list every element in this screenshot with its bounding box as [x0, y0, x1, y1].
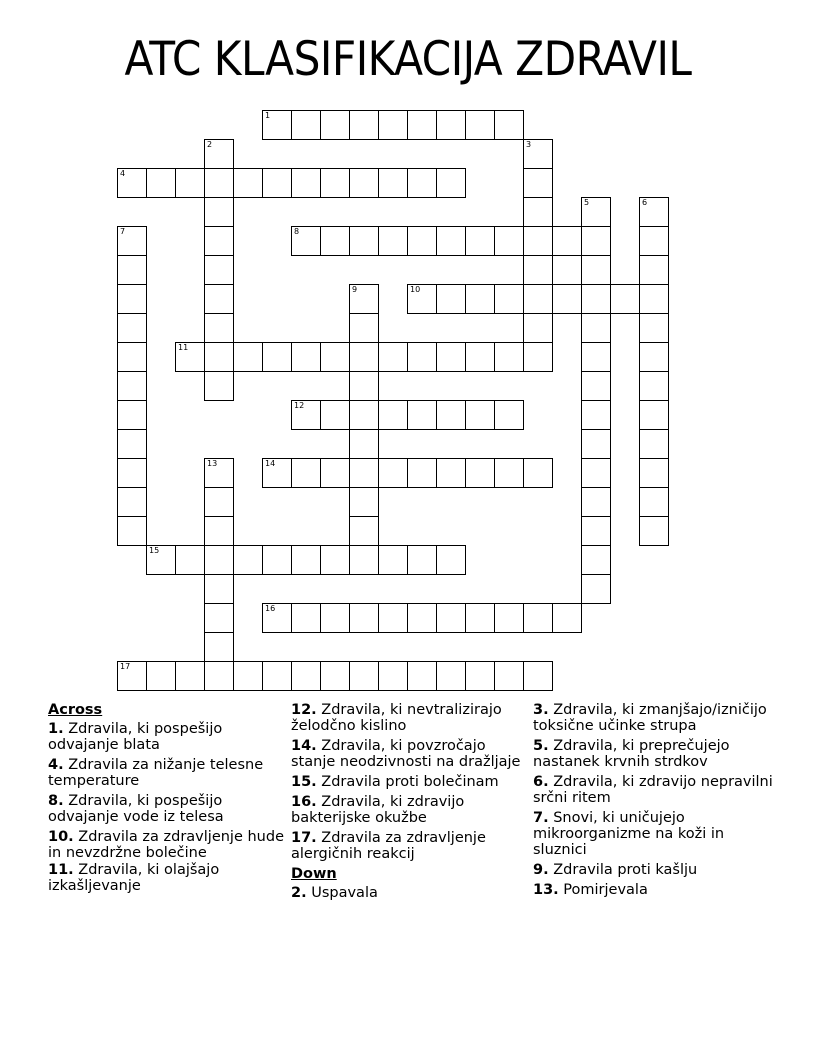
crossword-cell[interactable]: [639, 516, 669, 546]
crossword-cell[interactable]: [349, 516, 379, 546]
crossword-cell[interactable]: [378, 661, 408, 691]
cell-number: 13: [207, 459, 218, 468]
crossword-cell[interactable]: [204, 284, 234, 314]
crossword-cell[interactable]: [262, 168, 292, 198]
crossword-cell[interactable]: [378, 168, 408, 198]
crossword-cell[interactable]: [320, 603, 350, 633]
cell-number: 3: [526, 140, 532, 149]
crossword-cell[interactable]: [436, 458, 466, 488]
crossword-cell[interactable]: [407, 400, 437, 430]
across-column-2: [291, 702, 529, 905]
crossword-cell[interactable]: [378, 342, 408, 372]
cell-number: 11: [178, 343, 189, 352]
crossword-cell[interactable]: [204, 603, 234, 633]
crossword-cell[interactable]: [349, 284, 379, 314]
crossword-cell[interactable]: [494, 603, 524, 633]
crossword-cell[interactable]: [523, 284, 553, 314]
crossword-cell[interactable]: [291, 603, 321, 633]
crossword-cell[interactable]: [494, 400, 524, 430]
crossword-cell[interactable]: [436, 661, 466, 691]
crossword-cell[interactable]: [320, 400, 350, 430]
clue-down: 3. Zdravila, ki zmanjšajo/izničijo toksične učinke strupa: [533, 702, 767, 734]
crossword-cell[interactable]: [204, 342, 234, 372]
crossword-cell[interactable]: [581, 313, 611, 343]
cell-number: 14: [265, 459, 276, 468]
crossword-cell[interactable]: [494, 226, 524, 256]
crossword-cell[interactable]: [494, 458, 524, 488]
crossword-cell[interactable]: [407, 458, 437, 488]
crossword-cell[interactable]: [465, 400, 495, 430]
clue-down: 6. Zdravila, ki zdravijo nepravilni srčni ritem: [533, 774, 773, 806]
crossword-cell[interactable]: [639, 458, 669, 488]
clue-across: 11. Zdravila, ki olajšajo izkašljevanje: [48, 862, 220, 894]
crossword-cell[interactable]: [233, 168, 263, 198]
crossword-cell[interactable]: [349, 487, 379, 517]
crossword-cell[interactable]: [204, 545, 234, 575]
crossword-cell[interactable]: [407, 226, 437, 256]
clue-down: 9. Zdravila proti kašlju: [533, 862, 698, 878]
crossword-cell[interactable]: [465, 603, 495, 633]
cell-number: 16: [265, 604, 276, 613]
crossword-cell[interactable]: [465, 284, 495, 314]
crossword-cell[interactable]: [117, 255, 147, 285]
crossword-cell[interactable]: [146, 661, 176, 691]
clue-down: 7. Snovi, ki uničujejo mikroorganizme na koži in sluznici: [533, 810, 725, 858]
crossword-cell[interactable]: [639, 255, 669, 285]
crossword-cell[interactable]: [378, 110, 408, 140]
crossword-cell[interactable]: [465, 458, 495, 488]
clue-across: 15. Zdravila proti bolečinam: [291, 774, 499, 790]
crossword-cell[interactable]: [436, 342, 466, 372]
crossword-cell[interactable]: [291, 226, 321, 256]
crossword-cell[interactable]: [320, 168, 350, 198]
crossword-cell[interactable]: [291, 458, 321, 488]
crossword-cell[interactable]: [204, 458, 234, 488]
cell-number: 8: [294, 227, 300, 236]
crossword-cell[interactable]: [407, 545, 437, 575]
clue-across: 14. Zdravila, ki povzročajo stanje neodzivnosti na dražljaje: [291, 738, 521, 770]
crossword-cell[interactable]: [320, 545, 350, 575]
clue-down: 13. Pomirjevala: [533, 882, 648, 898]
crossword-cell[interactable]: [349, 226, 379, 256]
crossword-cell[interactable]: [204, 255, 234, 285]
crossword-cell[interactable]: [639, 226, 669, 256]
crossword-cell[interactable]: [465, 342, 495, 372]
clue-across: 1. Zdravila, ki pospešijo odvajanje blata: [48, 721, 223, 753]
crossword-cell[interactable]: [465, 226, 495, 256]
crossword-cell[interactable]: [117, 429, 147, 459]
crossword-cell[interactable]: [262, 110, 292, 140]
crossword-cell[interactable]: [610, 284, 640, 314]
crossword-cell[interactable]: [523, 168, 553, 198]
crossword-cell[interactable]: [146, 168, 176, 198]
crossword-cell[interactable]: [117, 168, 147, 198]
crossword-cell[interactable]: [262, 661, 292, 691]
crossword-cell[interactable]: [639, 342, 669, 372]
crossword-cell[interactable]: [523, 197, 553, 227]
cell-number: 17: [120, 662, 131, 671]
crossword-cell[interactable]: [436, 545, 466, 575]
crossword-cell[interactable]: [320, 226, 350, 256]
crossword-cell[interactable]: [204, 661, 234, 691]
crossword-cell[interactable]: [581, 284, 611, 314]
crossword-cell[interactable]: [581, 197, 611, 227]
crossword-cell[interactable]: [349, 110, 379, 140]
crossword-cell[interactable]: [581, 545, 611, 575]
crossword-cell[interactable]: [378, 226, 408, 256]
cell-number: 9: [352, 285, 358, 294]
crossword-cell[interactable]: [581, 226, 611, 256]
crossword-cell[interactable]: [581, 371, 611, 401]
crossword-cell[interactable]: [581, 400, 611, 430]
crossword-cell[interactable]: [291, 400, 321, 430]
clue-across: 16. Zdravila, ki zdravijo bakterijske okužbe: [291, 794, 465, 826]
crossword-cell[interactable]: [175, 342, 205, 372]
down-column: [533, 702, 778, 902]
crossword-cell[interactable]: [233, 661, 263, 691]
crossword-cell[interactable]: [117, 284, 147, 314]
crossword-cell[interactable]: [117, 661, 147, 691]
clue-across: 17. Zdravila za zdravljenje alergičnih reakcij: [291, 830, 486, 862]
cell-number: 6: [642, 198, 648, 207]
crossword-cell[interactable]: [146, 545, 176, 575]
crossword-cell[interactable]: [639, 429, 669, 459]
clue-down: 2. Uspavala: [291, 885, 378, 901]
crossword-cell[interactable]: [349, 342, 379, 372]
crossword-cell[interactable]: [291, 168, 321, 198]
crossword-cell[interactable]: [204, 371, 234, 401]
crossword-cell[interactable]: [349, 458, 379, 488]
clue-across: 8. Zdravila, ki pospešijo odvajanje vode iz telesa: [48, 793, 224, 825]
crossword-cell[interactable]: [378, 458, 408, 488]
crossword-cell[interactable]: [436, 110, 466, 140]
crossword-cell[interactable]: [436, 226, 466, 256]
crossword-cell[interactable]: [233, 545, 263, 575]
crossword-cell[interactable]: [204, 197, 234, 227]
crossword-cell[interactable]: [523, 139, 553, 169]
crossword-cell[interactable]: [262, 603, 292, 633]
crossword-cell[interactable]: [320, 458, 350, 488]
crossword-cell[interactable]: [581, 458, 611, 488]
cell-number: 12: [294, 401, 305, 410]
crossword-cell[interactable]: [204, 168, 234, 198]
crossword-cell[interactable]: [349, 400, 379, 430]
crossword-cell[interactable]: [117, 313, 147, 343]
clue-across: 10. Zdravila za zdravljenje hude in nevzdržne bolečine: [48, 829, 284, 861]
crossword-cell[interactable]: [465, 661, 495, 691]
crossword-cell[interactable]: [523, 313, 553, 343]
crossword-cell[interactable]: [581, 574, 611, 604]
crossword-cell[interactable]: [117, 226, 147, 256]
crossword-cell[interactable]: [262, 545, 292, 575]
clue-across: 4. Zdravila za nižanje telesne temperature: [48, 757, 264, 789]
crossword-cell[interactable]: [581, 429, 611, 459]
crossword-cell[interactable]: [204, 487, 234, 517]
crossword-cell[interactable]: [117, 516, 147, 546]
crossword-cell[interactable]: [639, 487, 669, 517]
crossword-cell[interactable]: [233, 342, 263, 372]
clue-down: 5. Zdravila, ki preprečujejo nastanek krvnih strdkov: [533, 738, 730, 770]
crossword-cell[interactable]: [639, 371, 669, 401]
crossword-cell[interactable]: [581, 516, 611, 546]
crossword-cell[interactable]: [320, 110, 350, 140]
crossword-cell[interactable]: [349, 168, 379, 198]
crossword-cell[interactable]: [204, 632, 234, 662]
crossword-cell[interactable]: [523, 226, 553, 256]
crossword-cell[interactable]: [349, 661, 379, 691]
crossword-cell[interactable]: [407, 168, 437, 198]
crossword-cell[interactable]: [581, 342, 611, 372]
crossword-cell[interactable]: [349, 603, 379, 633]
crossword-cell[interactable]: [552, 603, 582, 633]
crossword-cell[interactable]: [204, 516, 234, 546]
crossword-cell[interactable]: [581, 487, 611, 517]
crossword-cell[interactable]: [291, 661, 321, 691]
crossword-cell[interactable]: [117, 400, 147, 430]
crossword-cell[interactable]: [523, 603, 553, 633]
cell-number: 2: [207, 140, 213, 149]
crossword-cell[interactable]: [494, 284, 524, 314]
page-title: ATC KLASIFIKACIJA ZDRAVIL: [124, 32, 692, 87]
crossword-cell[interactable]: [639, 284, 669, 314]
crossword-cell[interactable]: [117, 371, 147, 401]
crossword-cell[interactable]: [639, 313, 669, 343]
crossword-cell[interactable]: [349, 313, 379, 343]
crossword-cell[interactable]: [552, 226, 582, 256]
crossword-cell[interactable]: [494, 661, 524, 691]
crossword-cell[interactable]: [407, 603, 437, 633]
crossword-cell[interactable]: [349, 429, 379, 459]
crossword-cell[interactable]: [378, 545, 408, 575]
crossword-cell[interactable]: [523, 661, 553, 691]
crossword-cell[interactable]: [436, 603, 466, 633]
clue-across: 12. Zdravila, ki nevtralizirajo želodčno kislino: [291, 702, 502, 734]
down-heading: Down: [291, 866, 337, 882]
crossword-cell[interactable]: [407, 661, 437, 691]
crossword-cell[interactable]: [320, 661, 350, 691]
crossword-cell[interactable]: [204, 226, 234, 256]
crossword-cell[interactable]: [291, 545, 321, 575]
cell-number: 7: [120, 227, 126, 236]
crossword-cell[interactable]: [378, 400, 408, 430]
crossword-cell[interactable]: [436, 400, 466, 430]
crossword-cell[interactable]: [465, 110, 495, 140]
crossword-cell[interactable]: [523, 255, 553, 285]
crossword-cell[interactable]: [291, 342, 321, 372]
crossword-cell[interactable]: [436, 284, 466, 314]
crossword-cell[interactable]: [494, 110, 524, 140]
cell-number: 4: [120, 169, 126, 178]
crossword-cell[interactable]: [581, 255, 611, 285]
crossword-cell[interactable]: [175, 545, 205, 575]
crossword-cell[interactable]: [320, 342, 350, 372]
crossword-cell[interactable]: [523, 458, 553, 488]
crossword-cell[interactable]: [262, 458, 292, 488]
crossword-cell[interactable]: [552, 284, 582, 314]
across-column-1: [48, 702, 286, 898]
crossword-cell[interactable]: [349, 545, 379, 575]
crossword-cell[interactable]: [117, 487, 147, 517]
crossword-cell[interactable]: [407, 342, 437, 372]
crossword-cell[interactable]: [117, 458, 147, 488]
crossword-cell[interactable]: [639, 197, 669, 227]
crossword-cell[interactable]: [407, 110, 437, 140]
crossword-cell[interactable]: [291, 110, 321, 140]
cell-number: 10: [410, 285, 421, 294]
across-heading: Across: [48, 702, 103, 718]
crossword-cell[interactable]: [262, 342, 292, 372]
cell-number: 15: [149, 546, 160, 555]
crossword-cell[interactable]: [204, 139, 234, 169]
crossword-cell[interactable]: [349, 371, 379, 401]
crossword-cell[interactable]: [378, 603, 408, 633]
crossword-cell[interactable]: [523, 342, 553, 372]
crossword-cell[interactable]: [494, 342, 524, 372]
crossword-cell[interactable]: [204, 313, 234, 343]
cell-number: 5: [584, 198, 590, 207]
cell-number: 1: [265, 111, 271, 120]
crossword-cell[interactable]: [117, 342, 147, 372]
crossword-cell[interactable]: [639, 400, 669, 430]
crossword-cell[interactable]: [175, 168, 205, 198]
crossword-cell[interactable]: [436, 168, 466, 198]
crossword-cell[interactable]: [407, 284, 437, 314]
crossword-cell[interactable]: [204, 574, 234, 604]
crossword-cell[interactable]: [175, 661, 205, 691]
